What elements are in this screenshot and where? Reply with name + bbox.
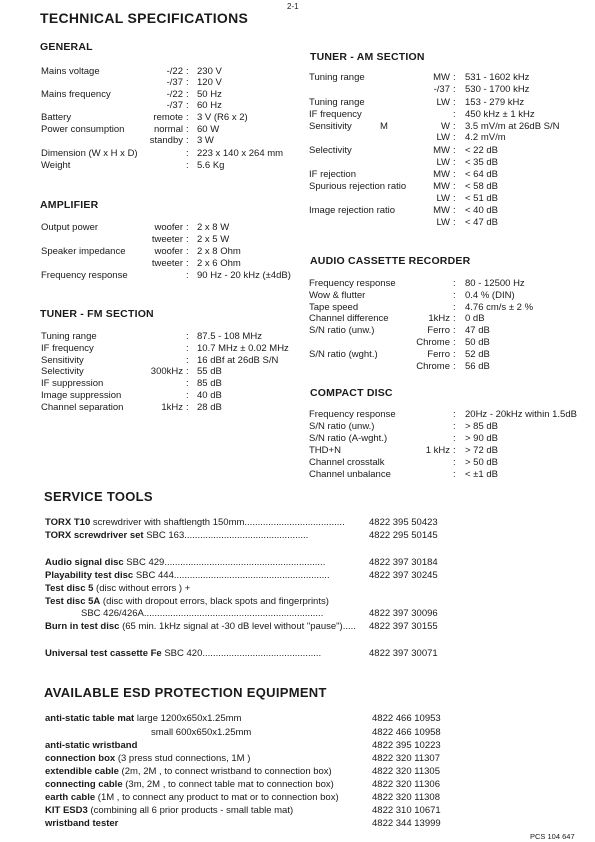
spec-value: 60 W [197,124,220,135]
spec-value: 60 Hz [197,100,222,111]
spec-colon: : [453,433,456,444]
spec-value: 4.76 cm/s ± 2 % [465,302,534,313]
spec-colon: : [453,278,456,289]
spec-value: 3 W [197,135,214,146]
spec-value: 20Hz - 20kHz within 1.5dB [465,409,577,420]
spec-value: 223 x 140 x 264 mm [197,148,284,159]
service-tools-heading: SERVICE TOOLS [44,489,153,504]
spec-colon: : [186,378,189,389]
spec-value: < 51 dB [465,193,499,204]
part-number: 4822 395 50423 [369,517,438,528]
esd-item [45,766,332,777]
spec-label: Weight [41,160,71,171]
spec-condition: -/37 [166,100,183,111]
esd-item-description: (3m, 2M , to connect table mat to connection box) [122,779,334,790]
cd-heading: COMPACT DISC [310,387,393,399]
service-tool-description: SBC 163 [143,530,185,541]
spec-colon: : [453,469,456,480]
spec-condition: tweeter [151,234,183,245]
spec-value: < 22 dB [465,145,499,156]
part-number: 4822 320 11307 [372,753,440,764]
spec-value: 531 - 1602 kHz [465,72,530,83]
spec-colon: : [453,445,456,456]
spec-label: Wow & flutter [309,290,366,301]
spec-value: < ±1 dB [465,469,498,480]
spec-label: Frequency response [309,278,396,289]
spec-label: Channel unbalance [309,469,391,480]
spec-condition: normal [153,124,183,135]
spec-value: 47 dB [465,325,490,336]
spec-condition: 300kHz [150,366,183,377]
spec-condition: standby [149,135,183,146]
esd-heading: AVAILABLE ESD PROTECTION EQUIPMENT [44,685,327,700]
spec-value: 90 Hz - 20 kHz (±4dB) [197,270,291,281]
spec-condition: Chrome [416,361,450,372]
spec-label: Tape speed [309,302,359,313]
spec-label: S/N ratio (wght.) [309,349,378,360]
esd-item-description: (3 press stud connections, 1M ) [115,753,251,764]
esd-item [45,818,118,829]
spec-colon: : [453,181,456,192]
spec-colon: : [186,343,189,354]
service-tool-item [45,570,330,581]
spec-value: < 58 dB [465,181,499,192]
esd-item-description: small 600x650x1.25mm [151,727,252,738]
esd-item-description: (combining all 6 prior products - small table mat) [87,805,294,816]
spec-colon: : [186,234,189,245]
spec-condition: LW [436,193,450,204]
part-number: 4822 320 11305 [372,766,440,777]
spec-colon: : [453,121,456,132]
dot-leader: ............................................. [202,648,322,659]
spec-condition: MW [433,205,450,216]
spec-value: 55 dB [197,366,222,377]
spec-label: Output power [41,222,99,233]
esd-item-description: (1M , to connect any product to mat or to connection box) [95,792,339,803]
spec-colon: : [186,124,189,135]
service-tool-description: SBC 426/426A [81,608,144,619]
spec-colon: : [186,331,189,342]
service-tool-name: Audio signal disc [45,557,124,568]
spec-label: Spurious rejection ratio [309,181,407,192]
esd-item-name: anti-static table mat [45,713,135,724]
spec-condition: remote [153,112,183,123]
spec-colon: : [186,270,189,281]
spec-condition: 1kHz [428,313,450,324]
spec-condition: -/22 [166,89,183,100]
spec-value: 85 dB [197,378,222,389]
spec-condition: LW [436,157,450,168]
service-tool-name: TORX T10 [45,517,91,528]
esd-item [45,792,339,803]
spec-value: 2 x 8 Ohm [197,246,241,257]
spec-label: Selectivity [309,145,352,156]
spec-label: Selectivity [41,366,84,377]
service-tool-description: screwdriver with shaftlength 150mm [90,517,245,528]
spec-colon: : [186,100,189,111]
general-heading: GENERAL [40,41,93,53]
spec-value: 52 dB [465,349,490,360]
spec-colon: : [453,302,456,313]
dot-leader: .................................................................... [143,608,324,619]
service-tool-item [45,648,321,659]
spec-condition: MW [433,72,450,83]
spec-condition: MW [433,181,450,192]
spec-label: S/N ratio (unw.) [309,421,375,432]
part-number: 4822 397 30071 [369,648,438,659]
spec-label: Frequency response [309,409,396,420]
dot-leader: ............................................... [184,530,309,541]
spec-colon: : [453,421,456,432]
spec-value: 4.2 mV/m [465,132,506,143]
spec-condition: 1kHz [161,402,183,413]
service-tool-name: Test disc 5 [45,583,94,594]
part-number: 4822 397 30245 [369,570,438,581]
spec-value: > 85 dB [465,421,499,432]
service-tool-name: Universal test cassette Fe [45,648,162,659]
spec-colon: : [186,148,189,159]
dot-leader: ........................................................... [173,570,330,581]
service-tool-description: (disc with dropout errors, black spots and fingerprints) [100,596,329,607]
spec-condition: W [441,121,450,132]
spec-value: < 40 dB [465,205,499,216]
document-code: PCS 104 647 [530,832,575,841]
service-tool-description: SBC 429 [123,557,165,568]
spec-colon: : [453,169,456,180]
spec-label: IF frequency [41,343,94,354]
spec-colon: : [453,349,456,360]
spec-label: Mains frequency [41,89,111,100]
spec-value: 40 dB [197,390,222,401]
spec-value: 0.4 % (DIN) [465,290,515,301]
service-tool-item [45,517,345,528]
part-number: 4822 344 13999 [372,818,441,829]
spec-condition: MW [433,169,450,180]
esd-item-description: large 1200x650x1.25mm [134,713,242,724]
spec-value: > 50 dB [465,457,499,468]
service-tool-description: SBC 444 [133,570,174,581]
esd-item [45,740,137,751]
spec-condition: Chrome [416,337,450,348]
spec-colon: : [186,258,189,269]
spec-condition: LW [436,217,450,228]
esd-item-name: extendible cable [45,766,119,777]
page-title: TECHNICAL SPECIFICATIONS [40,10,249,26]
spec-label: Channel crosstalk [309,457,385,468]
spec-value: > 90 dB [465,433,499,444]
part-number: 4822 395 10223 [372,740,441,751]
esd-item [45,779,334,790]
service-tool-item [45,583,190,594]
am-heading: TUNER - AM SECTION [310,51,425,63]
spec-value: 10.7 MHz ± 0.02 MHz [197,343,289,354]
spec-label: Sensitivity [309,121,352,132]
service-tool-item [81,608,323,619]
spec-colon: : [186,222,189,233]
spec-value: 450 kHz ± 1 kHz [465,109,535,120]
spec-condition: woofer [154,222,183,233]
part-number: 4822 397 30155 [369,621,438,632]
spec-condition: LW [436,97,450,108]
esd-item-name: wristband tester [45,818,119,829]
esd-item [45,753,250,764]
spec-colon: : [453,313,456,324]
esd-item-name: KIT ESD3 [45,805,88,816]
spec-colon: : [453,193,456,204]
spec-label: Image rejection ratio [309,205,396,216]
spec-colon: : [453,325,456,336]
spec-condition: -/37 [166,77,183,88]
spec-value: 80 - 12500 Hz [465,278,525,289]
spec-colon: : [186,160,189,171]
spec-value: 50 dB [465,337,490,348]
service-tool-description: (65 min. 1kHz signal at -30 dB level without "pause") [119,621,343,632]
spec-label: IF frequency [309,109,362,120]
spec-colon: : [453,205,456,216]
part-number: 4822 397 30184 [369,557,438,568]
spec-label: Image suppression [41,390,122,401]
amplifier-heading: AMPLIFIER [40,199,99,211]
service-tool-name: Burn in test disc [45,621,120,632]
spec-colon: : [453,457,456,468]
part-number: 4822 397 30096 [369,608,438,619]
spec-colon: : [453,97,456,108]
spec-colon: : [453,72,456,83]
spec-value: 530 - 1700 kHz [465,84,530,95]
esd-item-name: earth cable [45,792,96,803]
spec-value: 2 x 6 Ohm [197,258,241,269]
spec-colon: : [453,290,456,301]
esd-item-name: connecting cable [45,779,123,790]
spec-condition: MW [433,145,450,156]
spec-condition: tweeter [151,258,183,269]
service-tool-name: Playability test disc [45,570,134,581]
spec-label: Tuning range [41,331,97,342]
spec-sub-prefix: M [380,121,388,132]
spec-colon: : [453,361,456,372]
part-number: 4822 295 50145 [369,530,438,541]
spec-value: 28 dB [197,402,222,413]
spec-colon: : [186,246,189,257]
spec-value: 3 V (R6 x 2) [197,112,248,123]
spec-value: 50 Hz [197,89,222,100]
spec-colon: : [186,66,189,77]
part-number: 4822 466 10958 [372,727,441,738]
service-tool-item [45,557,325,568]
spec-colon: : [186,402,189,413]
esd-item [45,805,293,816]
spec-colon: : [186,390,189,401]
spec-colon: : [186,112,189,123]
spec-label: Channel separation [41,402,124,413]
part-number: 4822 310 10671 [372,805,441,816]
spec-colon: : [453,132,456,143]
spec-label: IF suppression [41,378,104,389]
spec-colon: : [453,109,456,120]
service-tool-name: Test disc 5A [45,596,101,607]
spec-label: S/N ratio (A-wght.) [309,433,388,444]
spec-value: < 35 dB [465,157,499,168]
spec-colon: : [453,337,456,348]
spec-colon: : [186,135,189,146]
dot-leader: ..... [342,621,356,632]
spec-condition: 1 kHz [425,445,450,456]
page-number: 2-1 [287,2,299,11]
spec-label: Power consumption [41,124,125,135]
part-number: 4822 320 11308 [372,792,440,803]
part-number: 4822 466 10953 [372,713,441,724]
spec-label: Tuning range [309,97,365,108]
spec-value: 230 V [197,66,222,77]
spec-value: 2 x 8 W [197,222,230,233]
cassette-heading: AUDIO CASSETTE RECORDER [310,255,471,267]
spec-label: Dimension (W x H x D) [41,148,138,159]
dot-leader: ...................................... [244,517,345,528]
service-tool-name: TORX screwdriver set [45,530,144,541]
spec-value: 120 V [197,77,222,88]
spec-condition: -/22 [166,66,183,77]
esd-item-name: connection box [45,753,116,764]
spec-colon: : [453,157,456,168]
spec-condition: Ferro [427,325,450,336]
service-tool-description: (disc without errors ) + [93,583,191,594]
spec-label: Frequency response [41,270,128,281]
esd-item-description: (2m, 2M , to connect wristband to connection box) [118,766,332,777]
spec-value: 87.5 - 108 MHz [197,331,262,342]
part-number: 4822 320 11306 [372,779,440,790]
spec-colon: : [186,366,189,377]
spec-value: > 72 dB [465,445,499,456]
spec-colon: : [186,77,189,88]
spec-label: Channel difference [309,313,389,324]
spec-label: Speaker impedance [41,246,126,257]
esd-item-name: anti-static wristband [45,740,138,751]
service-tool-item [45,530,308,541]
service-tool-description: SBC 420 [161,648,203,659]
spec-value: 153 - 279 kHz [465,97,525,108]
spec-colon: : [186,89,189,100]
spec-value: 56 dB [465,361,490,372]
service-tool-item [45,621,356,632]
spec-value: 3.5 mV/m at 26dB S/N [465,121,560,132]
spec-label: S/N ratio (unw.) [309,325,375,336]
spec-label: Sensitivity [41,355,84,366]
service-tool-item [45,596,329,607]
spec-value: 16 dBf at 26dB S/N [197,355,279,366]
esd-item [151,727,251,738]
spec-condition: woofer [154,246,183,257]
spec-label: Battery [41,112,72,123]
spec-colon: : [186,355,189,366]
spec-condition: -/37 [433,84,450,95]
spec-value: 2 x 5 W [197,234,230,245]
spec-label: Tuning range [309,72,365,83]
spec-colon: : [453,217,456,228]
spec-value: 0 dB [465,313,485,324]
spec-value: 5.6 Kg [197,160,225,171]
esd-item [45,713,241,724]
spec-label: IF rejection [309,169,356,180]
spec-label: THD+N [309,445,341,456]
spec-condition: LW [436,132,450,143]
fm-heading: TUNER - FM SECTION [40,308,154,320]
spec-colon: : [453,409,456,420]
spec-colon: : [453,84,456,95]
spec-value: < 47 dB [465,217,499,228]
spec-condition: Ferro [427,349,450,360]
spec-colon: : [453,145,456,156]
dot-leader: ............................................................. [164,557,326,568]
spec-value: < 64 dB [465,169,499,180]
spec-label: Mains voltage [41,66,100,77]
